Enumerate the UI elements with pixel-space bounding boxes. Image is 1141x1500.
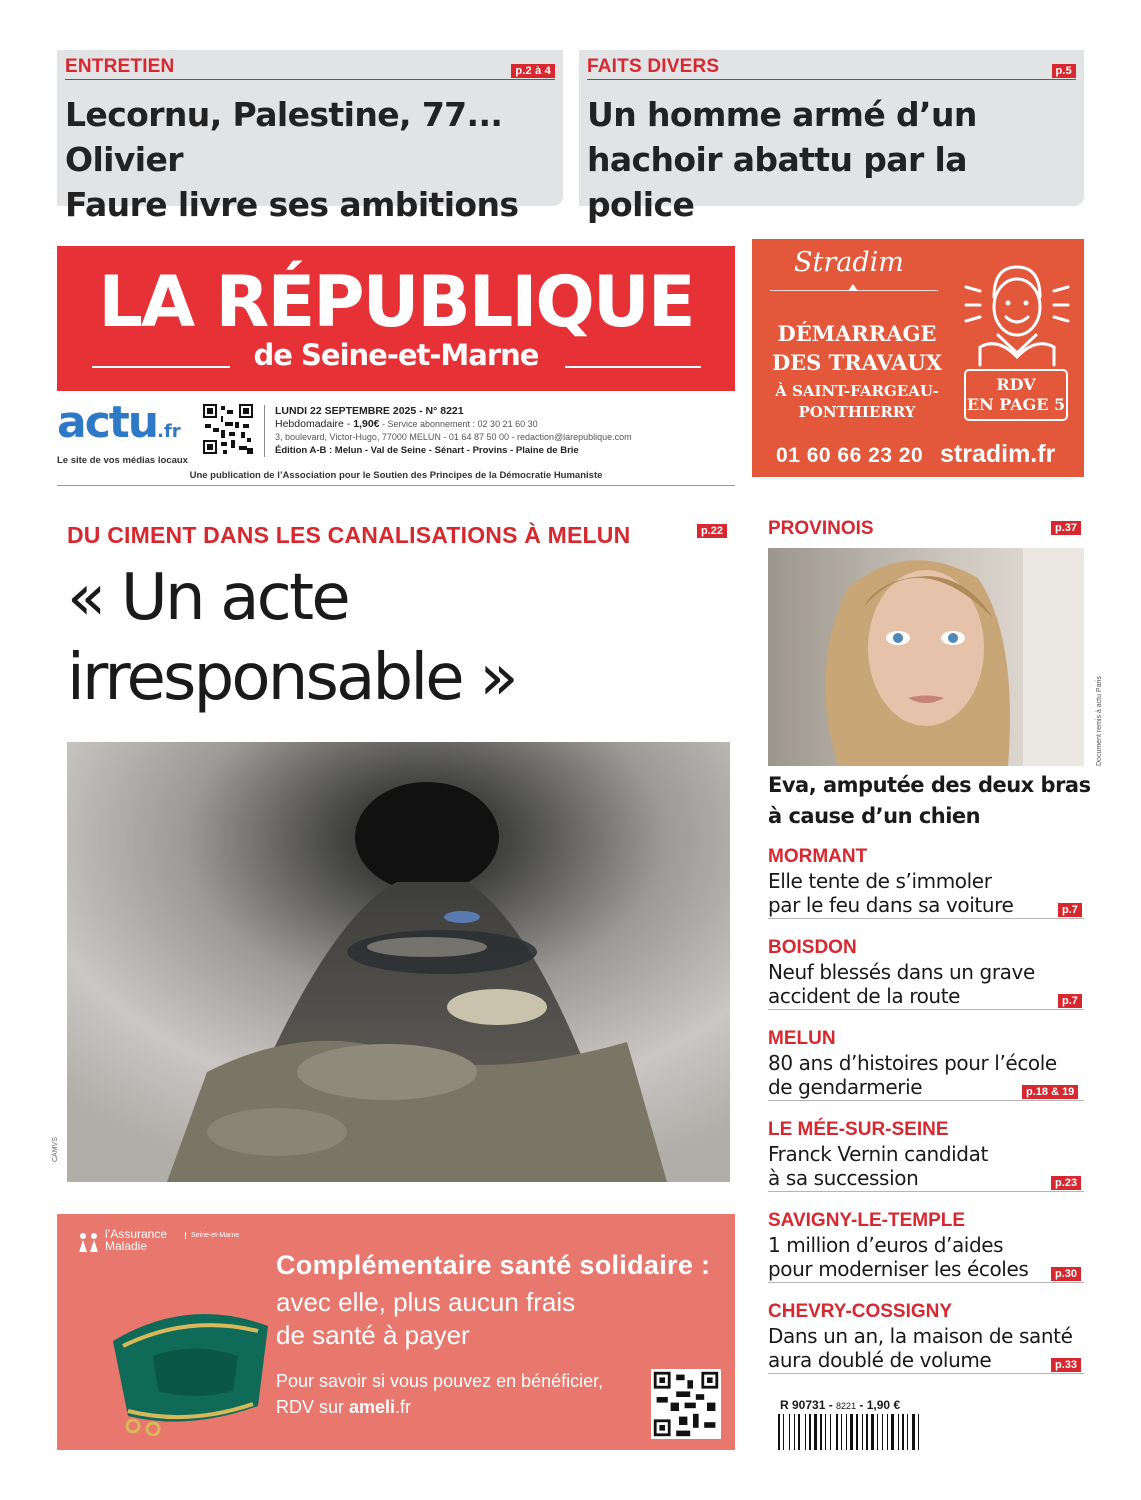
teaser-headline: Un homme armé d’un hachoir abattu par la police [587,95,977,224]
feature-title[interactable]: Eva, amputée des deux bras à cause d’un chien [768,773,1091,828]
teaser-headline: Lecornu, Palestine, 77... Olivier Faure livre ses ambitions [65,95,519,224]
triangle-icon [848,284,858,291]
issue-price-line: Hebdomadaire - 1,90€ - Service abonnement : 02 30 21 60 30 [275,418,538,430]
ameli-subtitle: avec elle, plus aucun frais de santé à payer [276,1287,576,1350]
stradim-brand: Stradim [794,247,904,278]
masthead-subtitle: de Seine-et-Marne [253,338,539,372]
ameli-ad[interactable] [57,1214,735,1450]
pipe-photo [67,742,730,1182]
qr-code-icon [203,404,253,454]
issue-info [264,405,632,457]
actu-logo[interactable]: actu.fr Le site de vos médias locaux [57,397,188,466]
main-kicker: DU CIMENT DANS LES CANALISATIONS À MELUN [67,522,631,548]
brief-text[interactable]: Franck Vernin candidat à sa succession [768,1142,988,1190]
barcode-icon [778,1414,958,1450]
page-ref: p.23 [1051,1176,1081,1190]
brief-text[interactable]: Neuf blessés dans un grave accident de la route [768,960,1035,1008]
stradim-ad[interactable] [752,239,1084,477]
ameli-logo-text: l’Assurance Maladie [105,1227,168,1253]
ameli-headline: Complémentaire santé solidaire : [276,1250,711,1280]
page-ref: p.22 [697,524,727,538]
publication-note: Une publication de l’Association pour le Soutien des Principes de la Démocratie Humaniste [57,470,735,486]
main-title[interactable]: « Un acte irresponsable » [67,561,516,715]
page-ref: p.33 [1051,1358,1081,1372]
teaser-interview[interactable] [57,50,563,224]
masthead-rule-right [565,366,701,368]
page-ref: p.7 [1058,903,1082,917]
ameli-cta: Pour savoir si vous pouvez en bénéficier, RDV sur ameli.fr [276,1371,604,1417]
teaser-faits-divers[interactable] [579,50,1084,224]
stradim-location: À SAINT-FARGEAU- PONTHIERRY [775,382,939,421]
page-ref: p.30 [1051,1267,1081,1281]
photo-credit: Document remis à actu Paris [1096,676,1103,766]
divider [768,1282,1084,1283]
ameli-region: Seine-et-Marne [185,1232,239,1239]
stradim-phone[interactable]: 01 60 66 23 20 [776,444,924,467]
assurance-maladie-logo-icon [77,1232,101,1254]
brief-kicker: BOISDON [768,937,857,958]
teaser-kicker: ENTRETIEN p.2 à 4 [65,56,555,80]
brief-kicker: MELUN [768,1028,836,1049]
masthead-rule-left [92,366,230,368]
page-ref: p.18 & 19 [1022,1085,1078,1099]
actu-tagline: Le site de vos médias locaux [57,455,188,466]
page-ref: p.5 [1052,64,1077,78]
divider [768,1009,1084,1010]
brief-kicker: MORMANT [768,846,868,867]
eva-portrait-photo [768,548,1084,766]
ameli-qr-code-icon[interactable] [651,1369,721,1439]
rdv-box: RDV EN PAGE 5 [964,369,1068,421]
issue-date: LUNDI 22 SEPTEMBRE 2025 - N° 8221 [275,405,464,417]
divider [768,1373,1084,1374]
brief-text[interactable]: Elle tente de s’immoler par le feu dans sa voiture [768,869,1014,917]
masthead-title: LA RÉPUBLIQUE [98,261,694,343]
page-ref: p.7 [1058,994,1082,1008]
brief-text[interactable]: 80 ans d’histoires pour l’école de gendarmerie [768,1051,1057,1099]
divider [768,1100,1084,1101]
purse-icon [93,1286,283,1436]
divider [768,918,1084,919]
brief-text[interactable]: 1 million d’euros d’aides pour moderniser les écoles [768,1233,1029,1281]
stradim-site[interactable]: stradim.fr [940,440,1056,468]
teaser-kicker: FAITS DIVERS p.5 [587,56,1076,80]
issue-edition: Édition A-B : Melun - Val de Seine - Sénart - Provins - Plaine de Brie [275,445,579,456]
feature-kicker: PROVINOIS [768,518,874,539]
brief-kicker: CHEVRY-COSSIGNY [768,1301,953,1322]
masthead [57,246,735,391]
issue-address: 3, boulevard, Victor-Hugo, 77000 MELUN - 01 64 87 50 00 - redaction@larepublique.com [275,432,632,442]
page-ref: p.37 [1051,521,1081,535]
photo-credit: CAMVS [52,1137,59,1162]
barcode-label: R 90731 - 8221 - 1,90 € [780,1398,901,1412]
page-ref: p.2 à 4 [511,64,555,78]
brief-kicker: LE MÉE-SUR-SEINE [768,1119,949,1140]
divider [768,1191,1084,1192]
brief-text[interactable]: Dans un an, la maison de santé aura doublé de volume [768,1324,1073,1372]
stradim-headline: DÉMARRAGE DES TRAVAUX [771,321,943,375]
brief-kicker: SAVIGNY-LE-TEMPLE [768,1210,966,1231]
